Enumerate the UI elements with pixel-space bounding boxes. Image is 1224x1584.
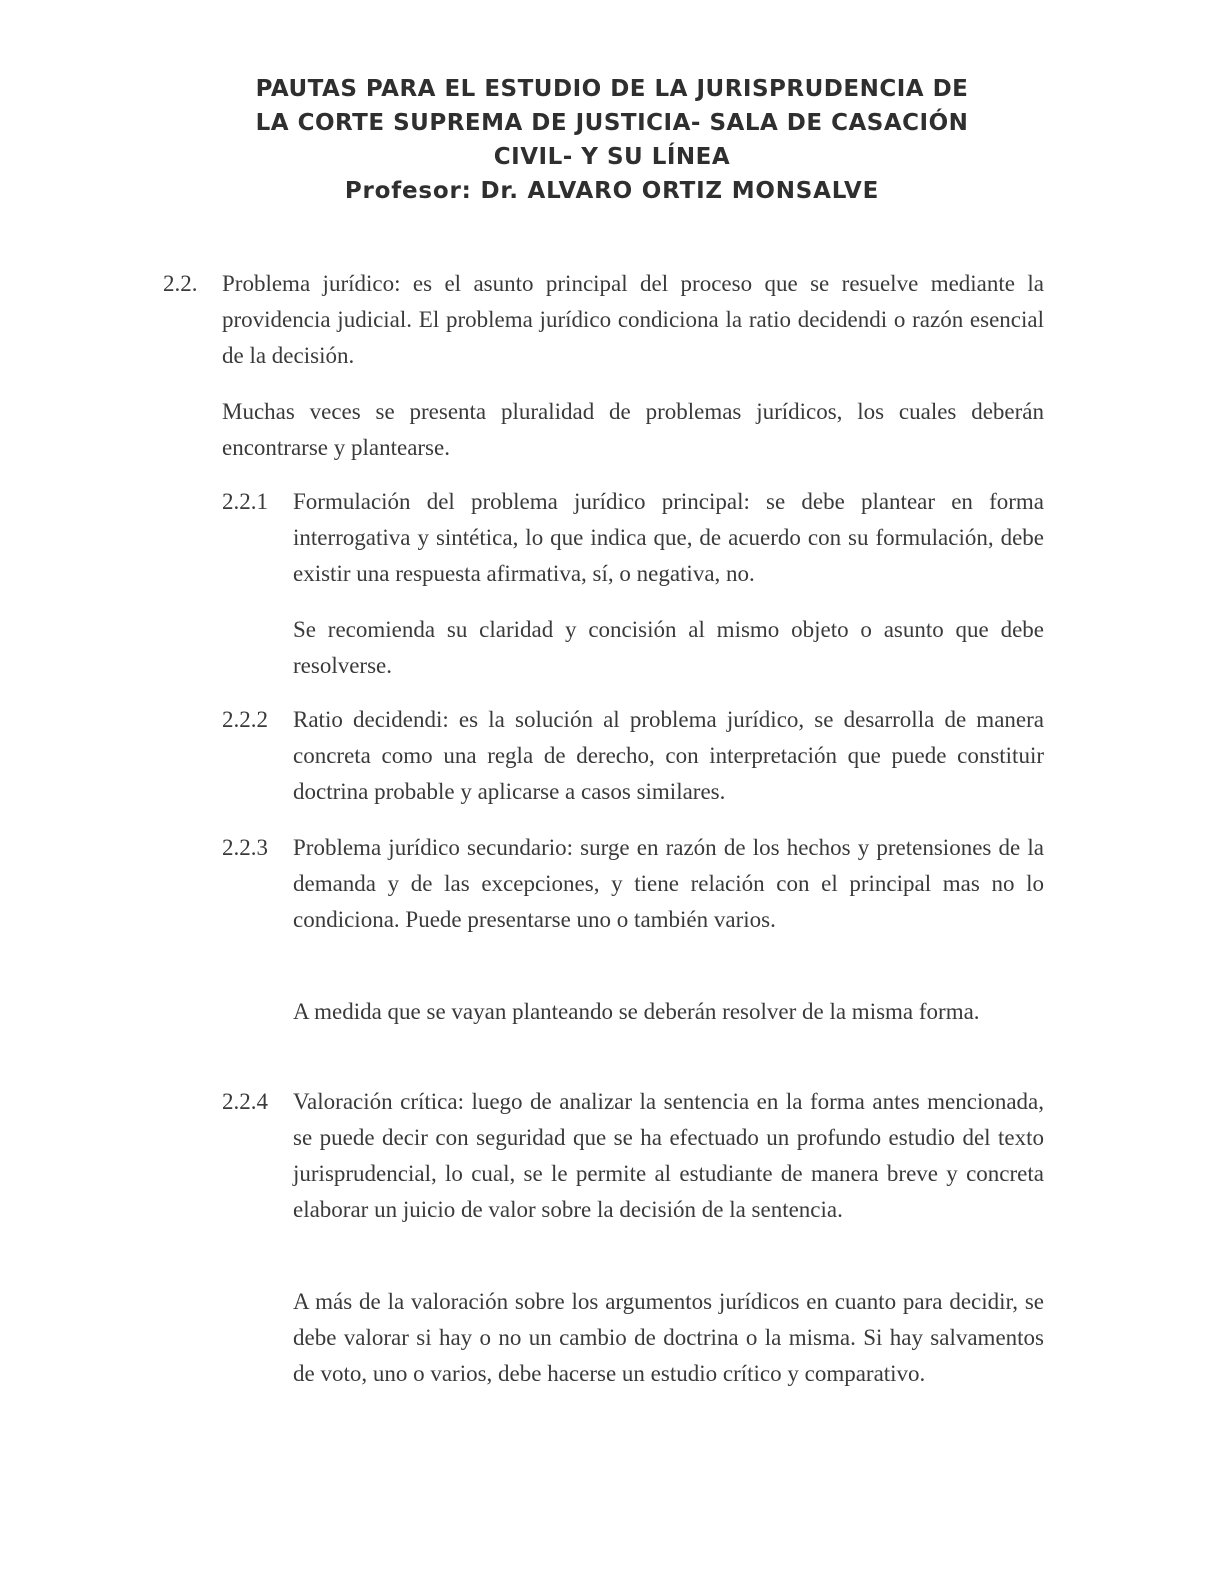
document-header — [150, 72, 1074, 208]
section-2-2-1-paragraph-2: Se recomienda su claridad y concisión al mismo objeto o asunto que debe resolverse. — [293, 617, 1044, 678]
section-2-2-2-number: 2.2.2 — [222, 707, 268, 732]
section-2-2-1-text: Formulación del problema jurídico principal: se debe plantear en forma interrogativa y sintética, lo que indica que, de acuerdo con su formulación, debe existir una respuesta afirmativa, sí, o negativa, no. — [293, 489, 1044, 586]
section-2-2-2-text: Ratio decidendi: es la solución al problema jurídico, se desarrolla de manera concreta como una regla de derecho, con interpretación que puede constituir doctrina probable y aplicarse a casos similares. — [293, 707, 1044, 804]
section-2-2-3-paragraph-2: A medida que se vayan planteando se deberán resolver de la misma forma. — [293, 999, 980, 1024]
section-2-2-4-number: 2.2.4 — [222, 1089, 268, 1114]
section-2-2-number: 2.2. — [163, 271, 198, 296]
section-2-2-4-text: Valoración crítica: luego de analizar la sentencia en la forma antes mencionada, se puede decir con seguridad que se ha efectuado un profundo estudio del texto jurisprudencial, lo cual, se le permite al estudiante de manera breve y concreta elaborar un juicio de valor sobre la decisión de la sentencia. — [293, 1089, 1044, 1222]
header-title-line-3: CIVIL- Y SU LÍNEA — [493, 144, 731, 170]
header-professor-line: Profesor: Dr. ALVARO ORTIZ MONSALVE — [344, 178, 880, 204]
section-2-2-4-paragraph-2: A más de la valoración sobre los argumentos jurídicos en cuanto para decidir, se debe valorar si hay o no un cambio de doctrina o la misma. Si hay salvamentos de voto, uno o varios, debe hacerse un estudio crítico y comparativo. — [293, 1289, 1044, 1386]
section-2-2-paragraph-2: Muchas veces se presenta pluralidad de problemas jurídicos, los cuales deberán encontrarse y plantearse. — [222, 399, 1044, 460]
header-title-line-2: LA CORTE SUPREMA DE JUSTICIA- SALA DE CASACIÓN — [255, 110, 969, 136]
section-2-2-text: Problema jurídico: es el asunto principal del proceso que se resuelve mediante la providencia judicial. El problema jurídico condiciona la ratio decidendi o razón esencial de la decisión. — [222, 271, 1044, 368]
section-2-2-1-number: 2.2.1 — [222, 489, 268, 514]
section-2-2-3-text: Problema jurídico secundario: surge en razón de los hechos y pretensiones de la demanda y de las excepciones, y tiene relación con el principal mas no lo condiciona. Puede presentarse uno o también varios. — [293, 835, 1044, 932]
section-2-2-3-number: 2.2.3 — [222, 835, 268, 860]
header-title-line-1: PAUTAS PARA EL ESTUDIO DE LA JURISPRUDENCIA DE — [255, 76, 969, 102]
